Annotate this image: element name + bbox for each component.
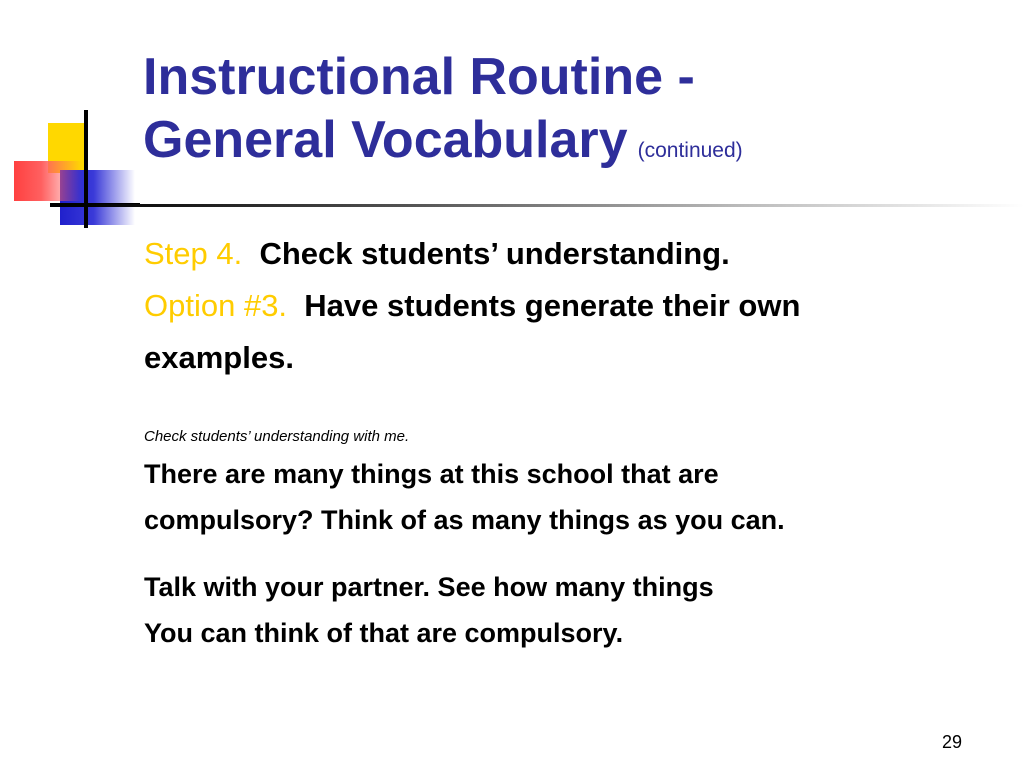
page-number: 29: [941, 732, 962, 752]
title-line-2: General Vocabulary: [143, 111, 628, 169]
logo-vertical-bar: [84, 110, 88, 228]
instruction-note: Check students’ understanding with me.: [144, 428, 410, 445]
step-line: [144, 228, 1004, 280]
slide-title: [143, 46, 1003, 182]
paragraph-2-line-1: Talk with your partner. See how many things: [144, 572, 714, 602]
option-text-cont: examples.: [144, 340, 294, 375]
title-divider: [86, 204, 1024, 207]
option-line: [144, 280, 1004, 332]
paragraph-1-line-2: compulsory? Think of as many things as you can.: [144, 505, 785, 535]
option-text: Have students generate their own: [304, 288, 801, 323]
slide-body: [144, 228, 1004, 384]
paragraph-2: [144, 564, 1004, 656]
option-line-cont: [144, 332, 1004, 384]
step-text: Check students’ understanding.: [259, 236, 730, 271]
title-line-1: Instructional Routine -: [143, 48, 695, 106]
paragraph-2-line-2: You can think of that are compulsory.: [144, 618, 624, 648]
logo-red-square: [14, 161, 82, 201]
title-suffix: (continued): [637, 139, 743, 162]
option-label: Option #3.: [144, 288, 288, 323]
step-label: Step 4.: [144, 236, 243, 271]
paragraph-1: [144, 451, 1004, 543]
paragraph-1-line-1: There are many things at this school that are: [144, 459, 719, 489]
